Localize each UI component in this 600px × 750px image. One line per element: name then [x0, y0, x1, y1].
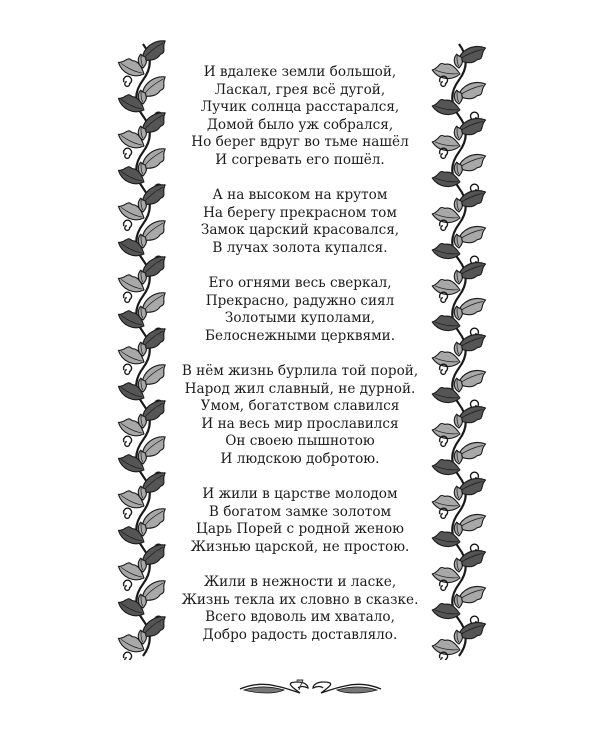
poem-line: И на весь мир прославился — [201, 415, 399, 432]
stanza — [180, 187, 420, 257]
poem-line: Белоснежными церквями. — [204, 327, 396, 344]
poem-line: Он своею пышнотою — [225, 433, 375, 450]
poem-line: На берегу прекрасном том — [203, 204, 397, 221]
poem-line: Царь Порей с родной женою — [196, 521, 404, 538]
poem-line: Добро радость доставляло. — [202, 627, 398, 643]
poem-line: И согревать его пошёл. — [215, 151, 385, 168]
footer-flourish-right-icon — [311, 680, 383, 696]
page-footer — [0, 676, 600, 700]
poem-line: Умом, богатством славился — [200, 398, 400, 415]
poem-line: Жизнью царской, не простою. — [190, 539, 410, 556]
poem-line: Лучик солнца расстарался, — [200, 99, 400, 116]
page-number: 7 — [295, 678, 305, 694]
poem-text — [180, 64, 420, 662]
poem-line: Его огнями весь сверкал, — [208, 275, 392, 292]
stanza — [180, 363, 420, 469]
poem-line: В нём жизнь бурлила той порой, — [181, 363, 419, 380]
poem-line: Народ жил славный, не дурной. — [184, 380, 416, 397]
poem-line: Домой было уж собрался, — [206, 116, 394, 133]
stanza — [180, 574, 420, 644]
poem-line: В лучах золота купался. — [212, 239, 388, 256]
poem-line: Но берег вдруг во тьме нашёл — [191, 134, 409, 151]
poem-line: А на высоком на крутом — [212, 187, 388, 204]
stanza — [180, 486, 420, 556]
poem-line: Ласкал, грея всё дугой, — [214, 81, 386, 98]
poem-line: Жили в нежности и ласке, — [203, 574, 397, 591]
poem-line: Жизнь текла их словно в сказке. — [181, 591, 419, 608]
poem-line: И вдалеке земли большой, — [203, 64, 397, 80]
poem-line: В богатом замке золотом — [208, 503, 392, 520]
left-ornament-border-icon — [112, 40, 174, 660]
poem-line: И жили в царстве молодом — [202, 486, 398, 503]
stanza — [180, 64, 420, 170]
poem-line: Золотыми куполами, — [224, 310, 376, 327]
stanza — [180, 275, 420, 345]
poem-line: Прекрасно, радужно сиял — [205, 292, 395, 309]
poem-line: Всего вдоволь им хватало, — [205, 609, 395, 626]
right-ornament-border-icon — [428, 40, 490, 660]
poem-line: Замок царский красовался, — [200, 222, 400, 239]
poem-line: И людскою добротою. — [220, 451, 380, 468]
